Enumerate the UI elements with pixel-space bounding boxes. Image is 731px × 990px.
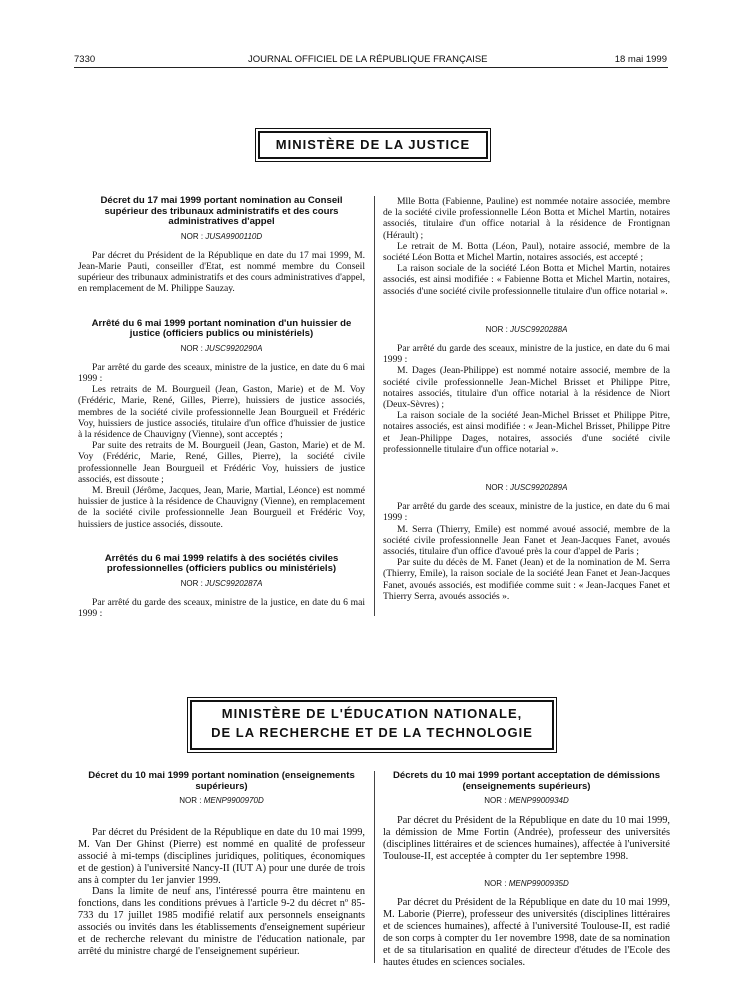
nor-reference: NOR : MENP9900934D	[484, 796, 569, 805]
paragraph: Le retrait de M. Botta (Léon, Paul), notaire associé, membre de la société Léon Botta et Michel Martin, notaires associés, est accepté ;	[383, 240, 670, 264]
article-title: Décret du 17 mai 1999 portant nomination au Conseil supérieur des tribunaux administratifs et des cours administratives d'appel	[100, 195, 343, 227]
nor-reference: NOR : JUSC9920288A	[485, 324, 568, 334]
paragraph: Par arrêté du garde des sceaux, ministre de la justice, en date du 6 mai 1999 :	[78, 596, 365, 620]
article-title: Arrêté du 6 mai 1999 portant nomination d'un huissier de justice (officiers publics ou ministériels)	[91, 317, 352, 340]
nor-reference: NOR : JUSC9920287A	[180, 578, 263, 588]
nor-reference: NOR : JUSC9920290A	[180, 343, 263, 353]
paragraph: Par suite des retraits de M. Bourgueil (Jean, Gaston, Marie) et de M. Voy (Frédéric, Marie, René, Gilles, Pierre), la société civile professionnelle Jean Bourgueil et Frédéric Voy, huissiers de justice associés, est dissoute ;	[78, 440, 365, 485]
ministry-education-line2: DE LA RECHERCHE ET DE LA TECHNOLOGIE	[211, 725, 533, 740]
nor-reference: NOR : MENP9900970D	[179, 796, 264, 805]
nor-reference: NOR : JUSA9900110D	[180, 231, 263, 241]
header-rule	[74, 67, 668, 68]
paragraph: Par suite du décès de M. Fanet (Jean) et de la nomination de M. Serra (Thierry, Emile), la raison sociale de la société Jean Fanet et Jean-Jacques Fanet, avoués associés, est modifiée comme suit : « Jean-Jacques Fanet et Thierry Serra, avoués associés ».	[383, 557, 670, 602]
nor-reference: NOR : JUSC9920289A	[485, 483, 568, 493]
paragraph: Les retraits de M. Bourgueil (Jean, Gaston, Marie) et de M. Voy (Frédéric, Marie, René, Gilles, Pierre), huissiers de justice associés, membres de la société civile professionnelle Jean Bourgueil et Frédéric Voy, huissiers de justice associés, titulaire d'un office d'huissier de justice à la résidence de Chauvigny (Vienne), sont acceptés ;	[78, 384, 365, 440]
paragraph: Par décret du Président de la République en date du 17 mai 1999, M. Jean-Marie Pauti, conseiller d'Etat, est nommé membre du Conseil supérieur des tribunaux administratifs et des cours administratives d'appel, en remplacement de M. Philippe Sauzay.	[78, 249, 365, 295]
ministry-justice-heading	[258, 131, 488, 159]
paragraph: Dans la limite de neuf ans, l'intéressé pourra être maintenu en fonctions, dans les conditions prévues à l'article 9-2 du décret nº 85-733 du 17 juillet 1985 modifié relatif aux personnels enseignants associés ou invités dans les établissements d'enseignement supérieur et de recherche relevant du ministre de l'éducation nationale, par arrêté du ministre chargé de l'enseignement supérieur.	[78, 886, 365, 957]
paragraph: M. Serra (Thierry, Emile) est nommé avoué associé, membre de la société civile professionnelle Jean Fanet et Jean-Jacques Fanet, avoués associés, titulaire d'un office d'avoué près la cour d'appel de Paris ;	[383, 523, 670, 558]
ministry-education-line1: MINISTÈRE DE L'ÉDUCATION NATIONALE,	[221, 706, 523, 721]
paragraph: Par arrêté du garde des sceaux, ministre de la justice, en date du 6 mai 1999 :	[383, 501, 670, 524]
page-number: 7330	[74, 54, 96, 65]
justice-right-column	[383, 196, 670, 602]
paragraph: Par décret du Président de la République en date du 10 mai 1999, M. Laborie (Pierre), professeur des universités (disciplines littéraires et de sciences humaines), affecté à l'université Toulouse-II, est radié de son corps à compter du 1er novembre 1998, date de sa nomination et de sa titularisation en qualité de directeur d'études de l'Ecole des hautes études en sciences sociales.	[383, 897, 670, 968]
education-left-column	[78, 771, 365, 958]
issue-date: 18 mai 1999	[614, 54, 667, 65]
ministry-justice-title: MINISTÈRE DE LA JUSTICE	[275, 137, 471, 152]
nor-reference: NOR : MENP9900935D	[484, 878, 569, 888]
education-right-column	[383, 771, 670, 969]
paragraph: Par décret du Président de la République en date du 10 mai 1999, M. Van Der Ghinst (Pierre) est nommé en qualité de professeur associé à mi-temps (disciplines juridiques, politiques, économiques et de gestion) à l'université Nancy-II (IUT A) pour une durée de trois ans à compter du 1er janvier 1999.	[78, 826, 365, 886]
paragraph: Par décret du Président de la République en date du 10 mai 1999, la démission de Mme Fortin (Andrée), professeur des universités (disciplines littéraires et de sciences humaines), affectée à l'université Toulouse-II, est acceptée à compter du 1er septembre 1998.	[383, 814, 670, 862]
paragraph: Par arrêté du garde des sceaux, ministre de la justice, en date du 6 mai 1999 :	[383, 343, 670, 366]
paragraph: M. Dages (Jean-Philippe) est nommé notaire associé, membre de la société civile professionnelle Jean-Michel Brisset et Philippe Pitre, notaires associés, titulaire d'un office notarial à la résidence de Niort (Deux-Sèvres) ;	[383, 365, 670, 411]
paragraph: Par arrêté du garde des sceaux, ministre de la justice, en date du 6 mai 1999 :	[78, 361, 365, 384]
column-divider	[374, 771, 375, 963]
justice-left-column	[78, 196, 365, 619]
paragraph: M. Breuil (Jérôme, Jacques, Jean, Marie, Martial, Léonce) est nommé huissier de justice à la résidence de Chauvigny (Vienne), en remplacement de la société civile professionnelle Jean Bourgueil et Frédéric Voy, huissiers de justice associés, dissoute.	[78, 484, 365, 530]
article-title: Décrets du 10 mai 1999 portant acceptation de démissions (enseignements supérieurs)	[392, 770, 661, 792]
paragraph: Mlle Botta (Fabienne, Pauline) est nommée notaire associée, membre de la société civile professionnelle Léon Botta et Michel Martin, notaires associés, titulaire d'un office notarial à la résidence de Frontignan (Hérault) ;	[383, 196, 670, 241]
journal-title: JOURNAL OFFICIEL DE LA RÉPUBLIQUE FRANÇAISE	[248, 54, 488, 65]
article-title: Arrêtés du 6 mai 1999 relatifs à des sociétés civiles professionnelles (officiers publics ou ministériels)	[104, 552, 339, 575]
article-title: Décret du 10 mai 1999 portant nomination (enseignements supérieurs)	[88, 770, 355, 792]
paragraph: La raison sociale de la société Léon Botta et Michel Martin, notaires associés, est ainsi modifiée : « Fabienne Botta et Michel Martin, notaires, associés d'une société civile professionnelle titulaire d'un office notarial ».	[383, 263, 670, 297]
paragraph: La raison sociale de la société Jean-Michel Brisset et Philippe Pitre, notaires associés, est ainsi modifiée : « Jean-Michel Brisset, Philippe Pitre et Jean-Philippe Dages, notaires, associés d'une société civile professionnelle titulaire d'un office notarial ».	[383, 410, 670, 455]
ministry-education-heading	[190, 700, 554, 750]
column-divider	[374, 196, 375, 616]
